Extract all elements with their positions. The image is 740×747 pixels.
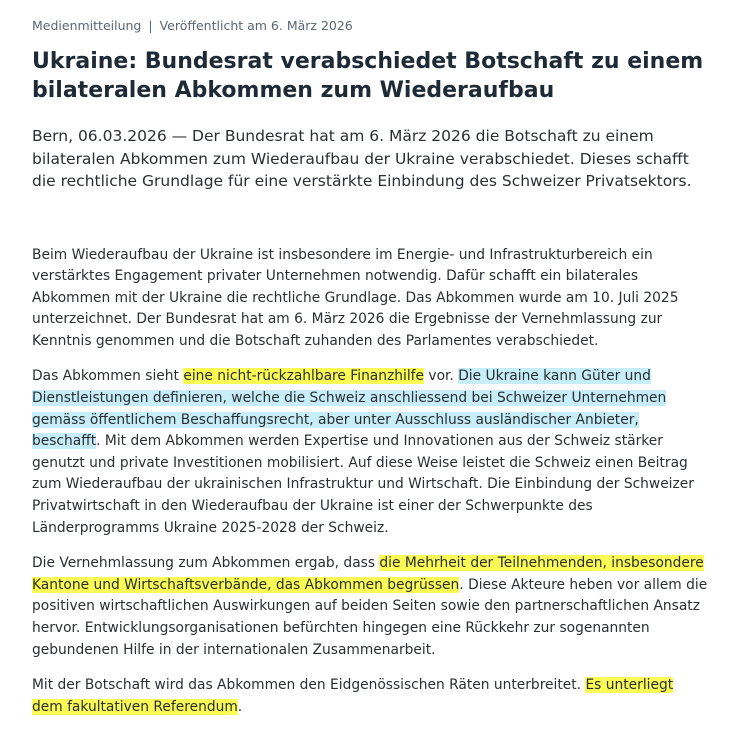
text-segment: . Diese Akteure heben vor allem die positiven wirtschaftlichen Auswirkungen auf beiden Seiten sowie den partnerschaftlichen Ansatz hervor. Entwicklungsorganisationen befürchten hingegen eine Rückkehr zur sogenannten gebundenen Hilfe in der internationalen Zusammenarbeit. xyxy=(32,576,708,658)
text-segment: Das Abkommen sieht xyxy=(32,368,184,385)
text-segment: vor. xyxy=(424,368,459,385)
meta-line xyxy=(32,18,708,33)
highlight-blue: Die Ukraine kann Güter und Dienstleistungen definieren, welche die Schweiz anschliessend bei Schweizer Unternehmen gemäss öffentlichem Beschaffungsrecht, aber unter Ausschluss ausländischer Anbieter, beschafft xyxy=(32,368,667,450)
paragraph-2 xyxy=(32,366,708,539)
published-date: Veröffentlicht am 6. März 2026 xyxy=(159,18,353,33)
text-segment: . Mit dem Abkommen werden Expertise und Innovationen aus der Schweiz stärker genutzt und private Investitionen mobilisiert. Auf diese Weise leistet die Schweiz einen Beitrag zum Wiederaufbau der ukrainischen Infrastruktur und Wirtschaft. Die Einbindung der Schweizer Privatwirtschaft in den Wiederaufbau der Ukraine ist einer der Schwerpunkte des Länderprogramms Ukraine 2025-2028 der Schweiz. xyxy=(32,433,694,536)
highlight-yellow: eine nicht-rückzahlbare Finanzhilfe xyxy=(183,368,425,385)
text-segment: . xyxy=(237,698,243,715)
paragraph-3 xyxy=(32,553,708,661)
text-segment: Mit der Botschaft wird das Abkommen den Eidgenössischen Räten unterbreitet. xyxy=(32,677,586,694)
highlight-yellow: Es unterliegt dem fakultativen Referendum xyxy=(32,677,674,715)
lead-paragraph: Bern, 06.03.2026 — Der Bundesrat hat am 6. März 2026 die Botschaft zu einem bilateralen Abkommen zum Wiederaufbau der Ukraine verabschiedet. Dieses schafft die rechtliche Grundlage für eine verstärkte Einbindung des Schweizer Privatsektors. xyxy=(32,127,692,190)
paragraph-1: Beim Wiederaufbau der Ukraine ist insbesondere im Energie- und Infrastrukturbereich ein verstärktes Engagement privater Unternehmen notwendig. Dafür schafft ein bilaterales Abkommen mit der Ukraine die rechtliche Grundlage. Das Abkommen wurde am 10. Juli 2025 unterzeichnet. Der Bundesrat hat am 6. März 2026 die Ergebnisse der Vernehmlassung zur Kenntnis genommen und die Botschaft zuhanden des Parlamentes verabschiedet. xyxy=(32,246,679,349)
meta-separator: | xyxy=(148,18,153,33)
highlight-yellow: die Mehrheit der Teilnehmenden, insbesondere Kantone und Wirtschaftsverbände, das Abkommen begrüssen xyxy=(32,555,704,593)
category-label: Medienmitteilung xyxy=(32,18,142,33)
text-segment: Die Vernehmlassung zum Abkommen ergab, dass xyxy=(32,555,380,572)
paragraph-4 xyxy=(32,675,708,718)
page-title: Ukraine: Bundesrat verabschiedet Botschaft zu einem bilateralen Abkommen zum Wiederaufbau xyxy=(32,49,704,103)
